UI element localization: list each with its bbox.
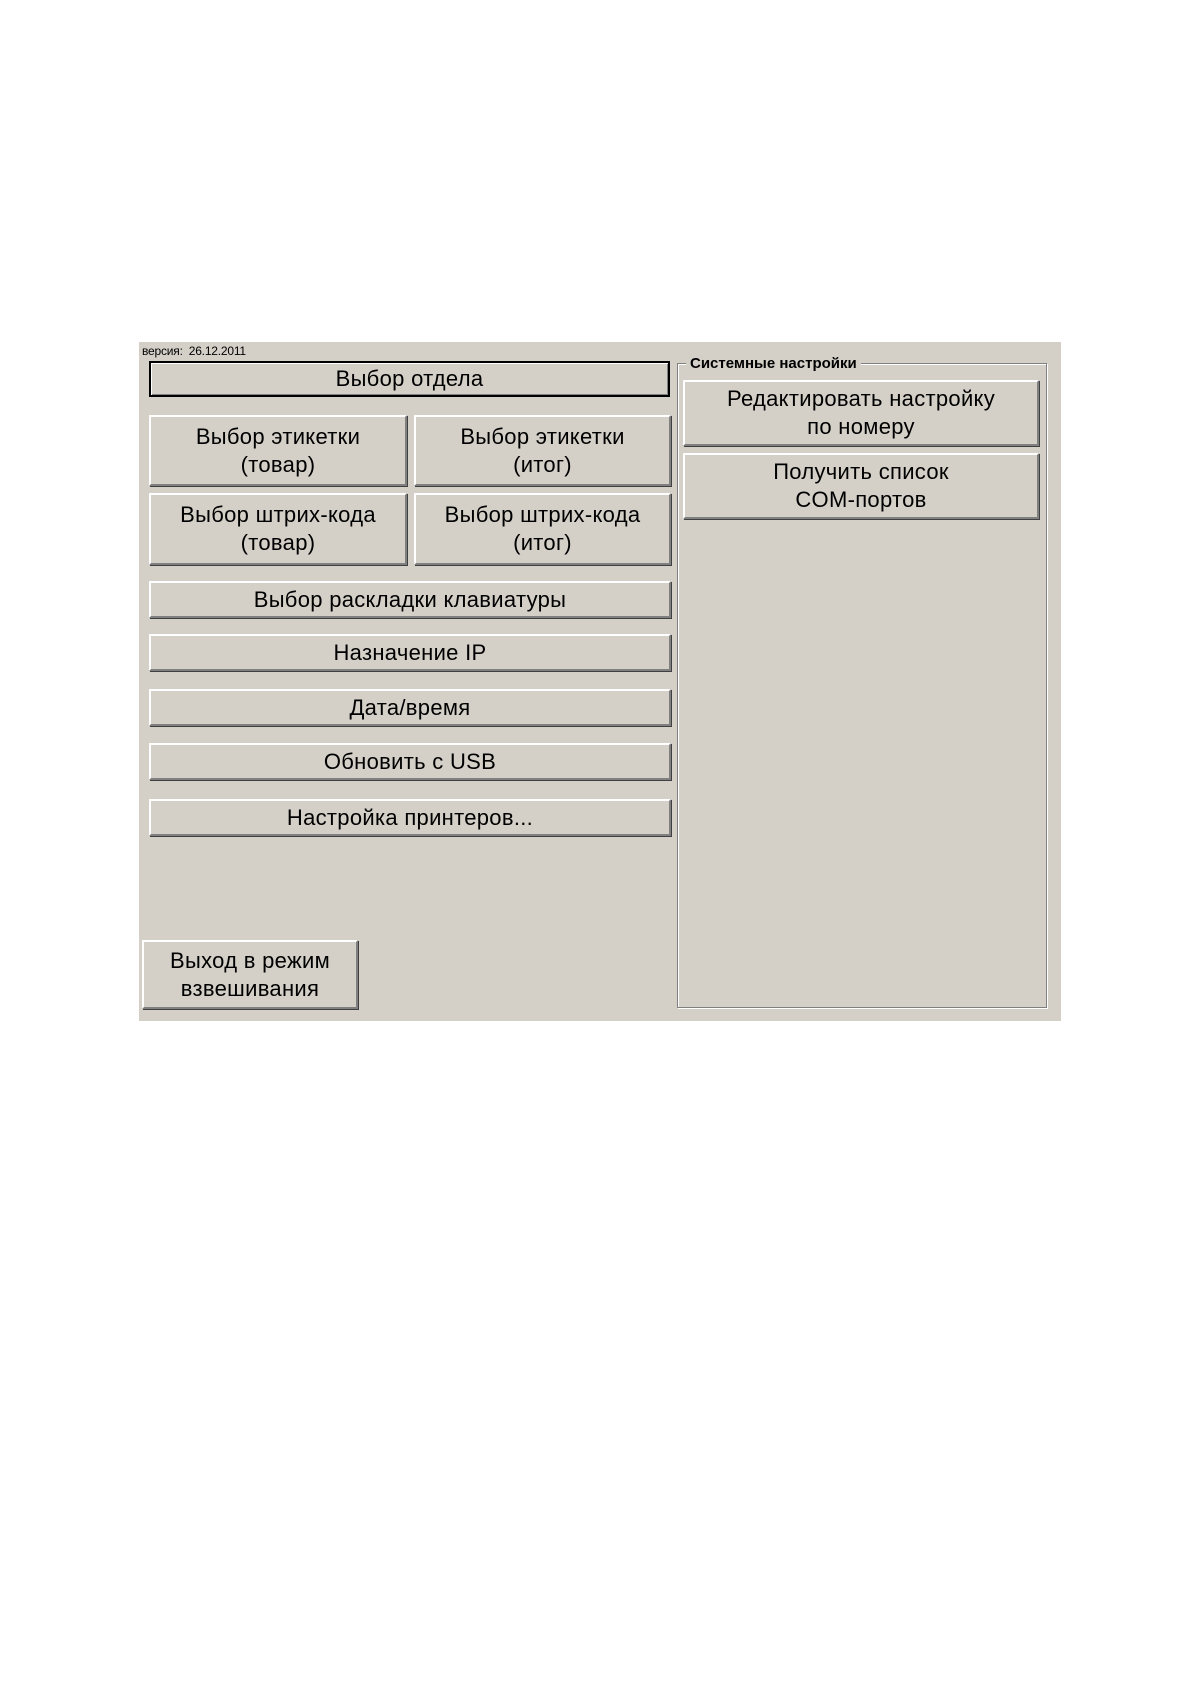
select-label-total-button[interactable]: Выбор этикетки (итог) (414, 415, 671, 486)
update-usb-button[interactable]: Обновить с USB (149, 743, 671, 780)
select-label-product-button[interactable]: Выбор этикетки (товар) (149, 415, 407, 486)
select-barcode-product-button[interactable]: Выбор штрих-кода (товар) (149, 493, 407, 565)
printer-setup-button[interactable]: Настройка принтеров... (149, 799, 671, 836)
datetime-button[interactable]: Дата/время (149, 689, 671, 726)
version-info (142, 344, 246, 358)
exit-weighing-mode-button[interactable]: Выход в режим взвешивания (142, 940, 358, 1009)
version-label: версия: (142, 344, 183, 358)
get-com-ports-button[interactable]: Получить список COM-портов (683, 453, 1039, 519)
version-value: 26.12.2011 (188, 344, 246, 358)
system-settings-title: Системные настройки (686, 355, 861, 372)
edit-setting-by-number-button[interactable]: Редактировать настройку по номеру (683, 380, 1039, 446)
system-settings-group (677, 355, 1047, 1008)
ip-assign-button[interactable]: Назначение IP (149, 634, 671, 671)
select-barcode-total-button[interactable]: Выбор штрих-кода (итог) (414, 493, 671, 565)
settings-screen (139, 342, 1061, 1021)
select-keyboard-layout-button[interactable]: Выбор раскладки клавиатуры (149, 581, 671, 618)
select-department-button[interactable]: Выбор отдела (149, 361, 670, 397)
